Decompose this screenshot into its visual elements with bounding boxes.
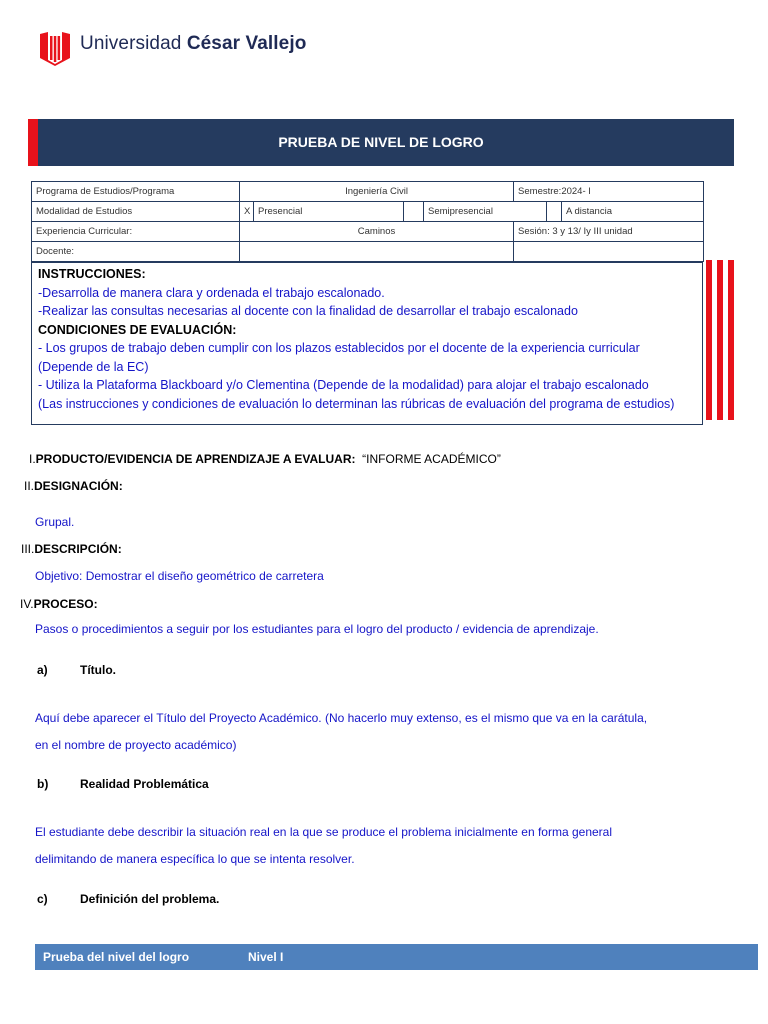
modalidad-mark: X [240,202,254,222]
docente-value [240,242,514,262]
process-value: Pasos o procedimientos a seguir por los estudiantes para el logro del producto / evidencia de aprendizaje. [35,622,599,636]
section-designation [24,479,123,493]
docente-label: Docente: [32,242,240,262]
step-a-text: Aquí debe aparecer el Título del Proyecto Académico. (No hacerlo muy extenso, es el mismo que va en la carátula, [35,711,648,725]
level-bar [35,944,758,970]
table-row [32,182,704,202]
condition-line: - Los grupos de trabajo deben cumplir con los plazos establecidos por el docente de la experiencia curricular [38,341,640,355]
step-c-title: Definición del problema. [80,892,220,906]
sesion-value: Sesión: 3 y 13/ Iy III unidad [514,222,704,242]
section-number: IV. [20,597,34,611]
programa-label: Programa de Estudios/Programa [32,182,240,202]
designation-value: Grupal. [35,515,75,529]
step-b-text: El estudiante debe describir la situación real en la que se produce el problema inicialmente en forma general [35,825,613,839]
step-a-text: en el nombre de proyecto académico) [35,738,237,752]
step-a-title: Título. [80,663,116,677]
step-a-label: a) [37,663,48,677]
experiencia-value: Caminos [240,222,514,242]
brand-prefix: Universidad [80,33,187,54]
section-number: II. [24,479,35,493]
course-info-table [31,181,704,262]
red-stripe [717,260,723,420]
section-process [20,597,98,611]
condition-line: (Depende de la EC) [38,359,149,374]
ucv-logo-icon [38,30,72,66]
section-title: PROCESO: [33,597,98,611]
presencial-empty [404,202,424,222]
modalidad-label: Modalidad de Estudios [32,202,240,222]
semipresencial-label: Semipresencial [424,202,547,222]
condition-line: - Utiliza la Plataforma Blackboard y/o Clementina (Depende de la modalidad) para alojar el trabajo escalonado [38,378,649,392]
presencial-label: Presencial [254,202,404,222]
section-number: I. [29,452,36,466]
description-value: Objetivo: Demostrar el diseño geométrico de carretera [35,569,324,583]
step-b-label: b) [37,777,49,791]
docente-extra [514,242,704,262]
step-b-title: Realidad Problemática [80,777,209,791]
section-product [29,452,501,466]
red-stripe [706,260,712,420]
section-number: III. [21,542,35,556]
instructions-title: INSTRUCCIONES: [38,267,146,281]
section-title: DESIGNACIÓN: [34,479,123,493]
level-bar-label: Prueba del nivel del logro [43,950,190,964]
condition-line: (Las instrucciones y condiciones de evaluación lo determinan las rúbricas de evaluación del programa de estudios) [38,396,675,411]
programa-value: Ingeniería Civil [240,182,514,202]
instruction-line: -Realizar las consultas necesarias al docente con la finalidad de desarrollar el trabajo escalonado [38,304,578,318]
semestre-value: Semestre:2024- I [514,182,704,202]
university-name [80,33,306,55]
semipresencial-empty [547,202,562,222]
a-distancia-label: A distancia [562,202,704,222]
experiencia-label: Experiencia Curricular: [32,222,240,242]
section-title: DESCRIPCIÓN: [34,542,122,556]
conditions-title: CONDICIONES DE EVALUACIÓN: [38,322,237,337]
step-c-label: c) [37,892,48,906]
brand-bold: César Vallejo [186,33,307,54]
table-row [32,202,704,222]
section-value: “INFORME ACADÉMICO” [362,452,501,466]
instruction-line: -Desarrolla de manera clara y ordenada el trabajo escalonado. [38,285,385,300]
table-row [32,242,704,262]
table-row [32,222,704,242]
red-stripes [706,260,734,420]
section-description [21,542,122,556]
page-title: PRUEBA DE NIVEL DE LOGRO [278,134,484,150]
section-title: PRODUCTO/EVIDENCIA DE APRENDIZAJE A EVALUAR: [35,452,356,466]
red-stripe [728,260,734,420]
instructions-box [31,262,703,425]
step-b-text: delimitando de manera específica lo que se intenta resolver. [35,852,355,866]
level-bar-value: Nivel I [248,950,284,964]
